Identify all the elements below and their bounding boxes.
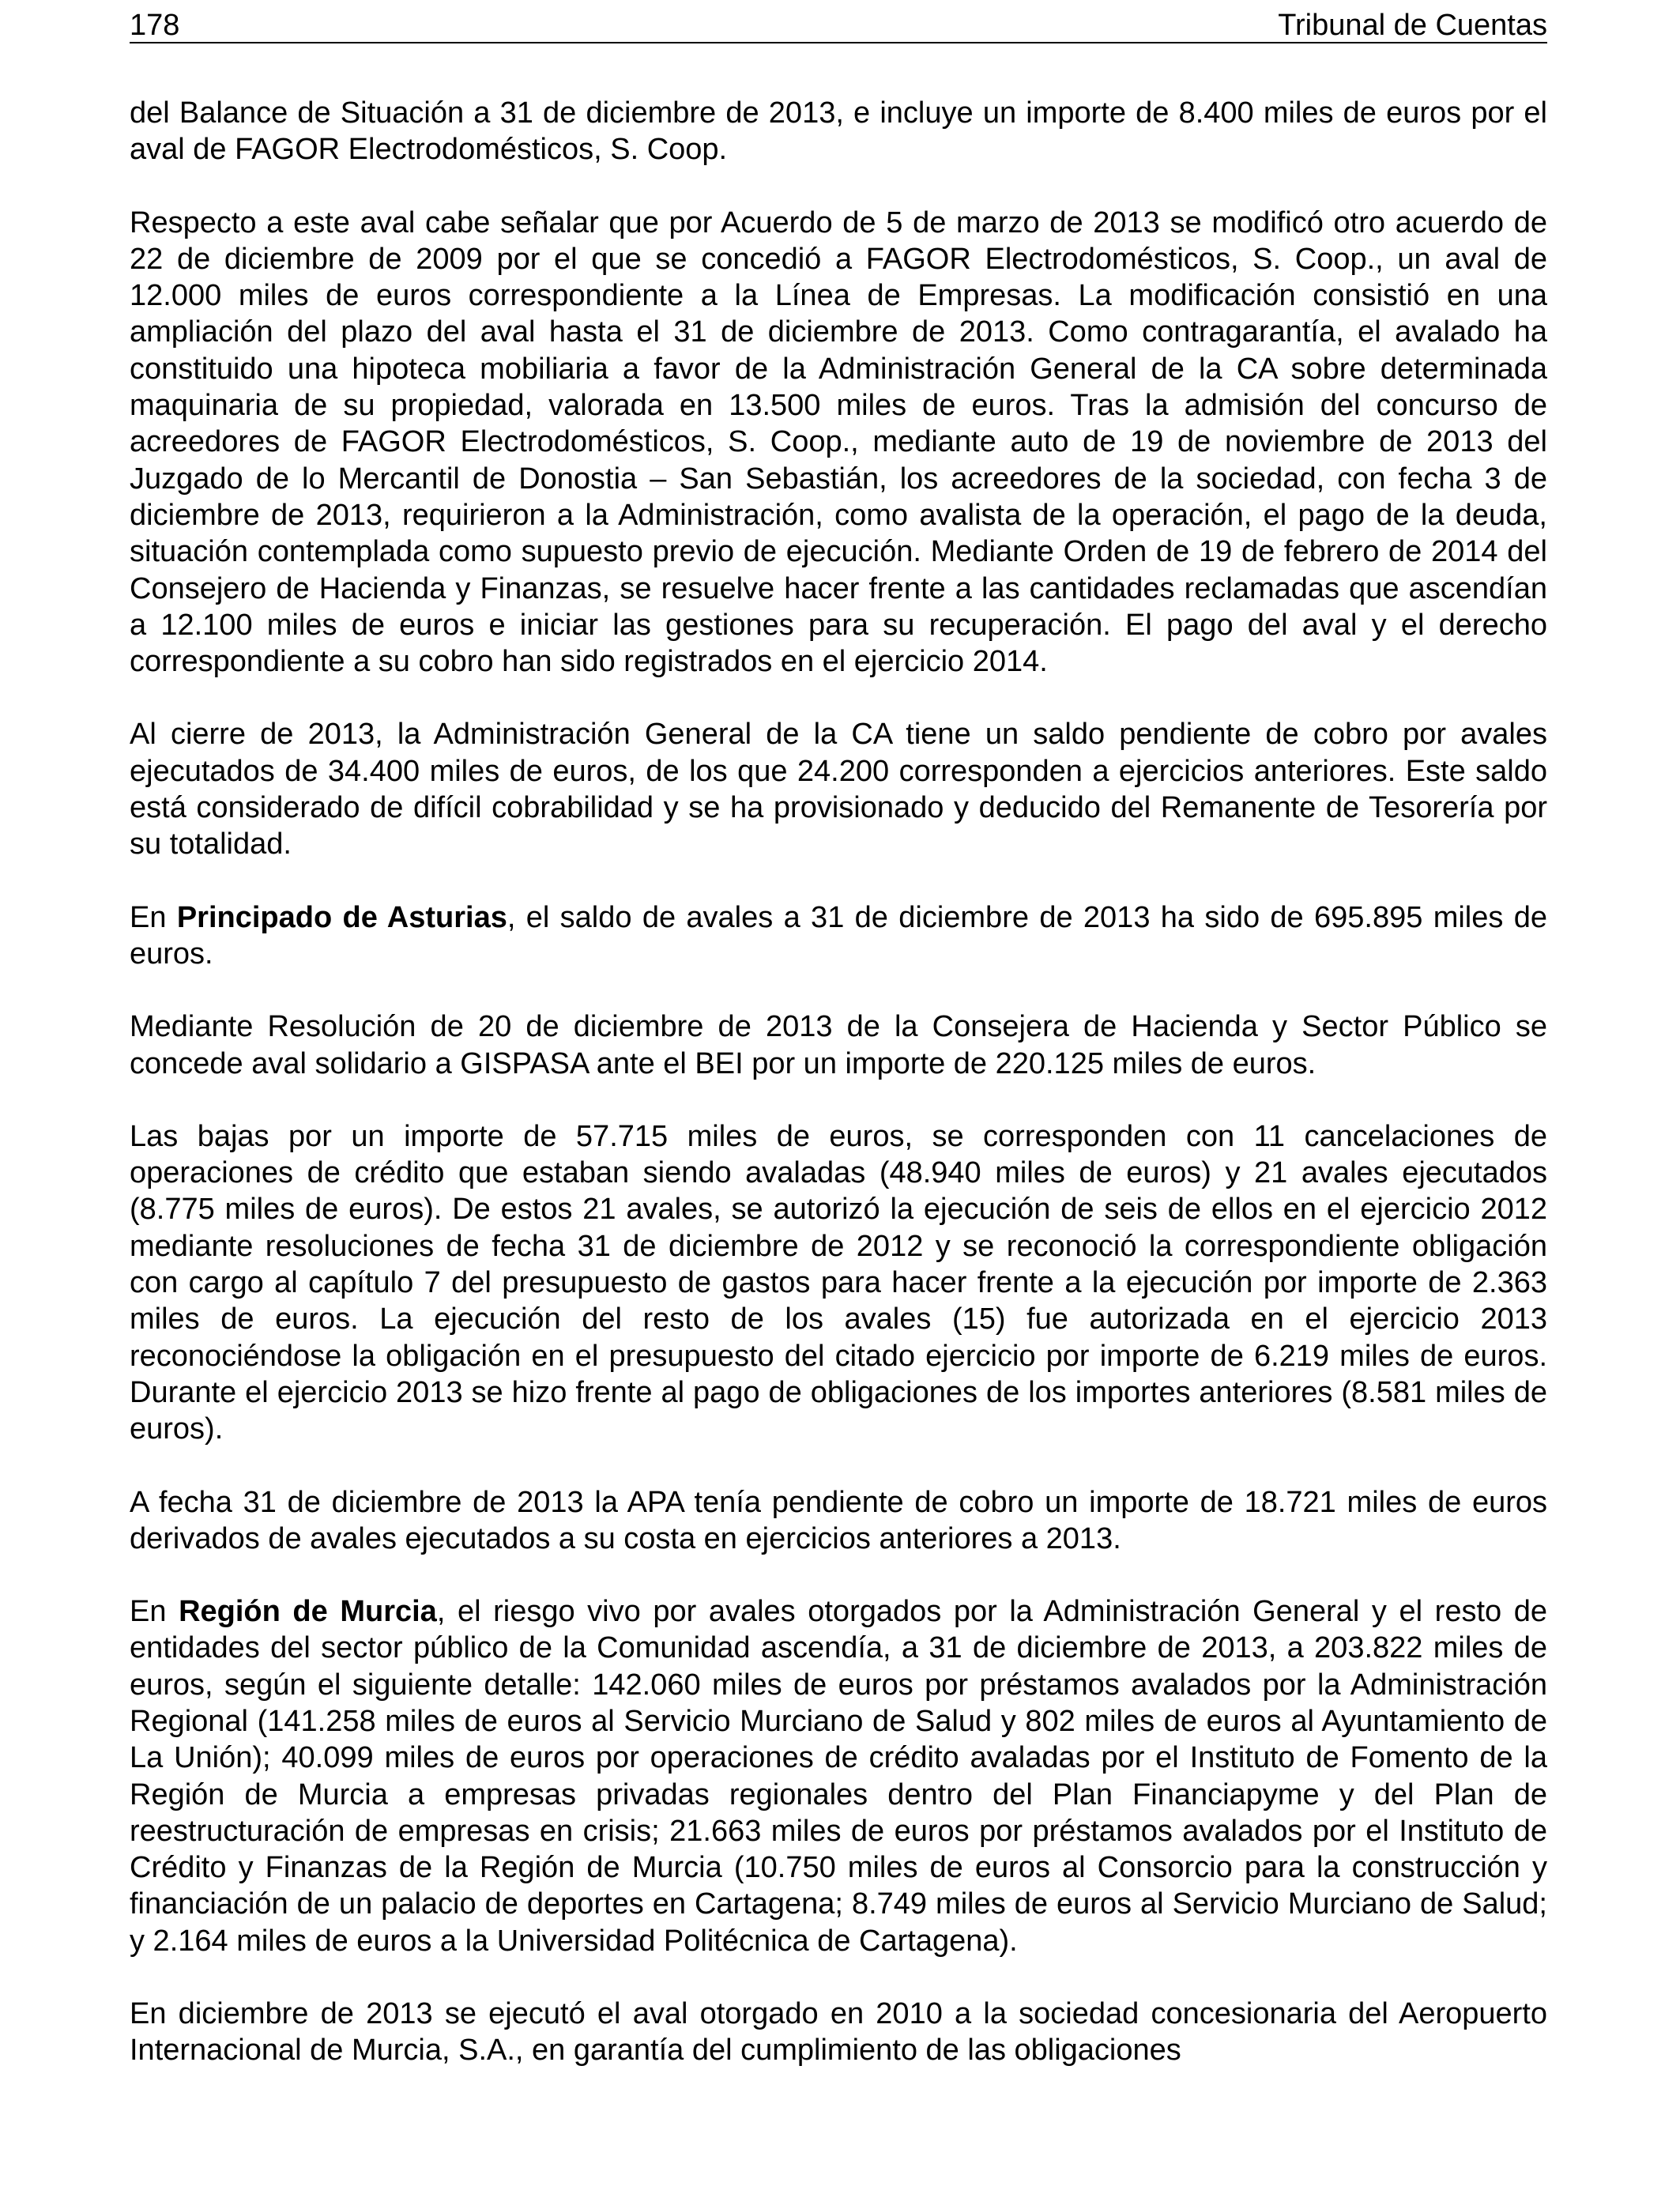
paragraph: Las bajas por un importe de 57.715 miles de euros, se corresponden con 11 cancelaciones de operaciones de crédito que estaban siendo avaladas (48.940 miles de euros) y 21 avales ejecutados (8.775 miles de euros). De estos 21 avales, se autorizó la ejecución de seis de ellos en el ejercicio 2012 mediante resoluciones de fecha 31 de diciembre de 2012 y se reconoció la correspondiente obligación con cargo al capítulo 7 del presupuesto de gastos para hacer frente a la ejecución por importe de 2.363 miles de euros. La ejecución del resto de los avales (15) fue autorizada en el ejercicio 2013 reconociéndose la obligación en el presupuesto del citado ejercicio por importe de 6.219 miles de euros. Durante el ejercicio 2013 se hizo frente al pago de obligaciones de los importes anteriores (8.581 miles de euros). — [130, 1119, 1547, 1446]
header-title: Tribunal de Cuentas — [1278, 9, 1547, 42]
paragraph: En Principado de Asturias, el saldo de avales a 31 de diciembre de 2013 ha sido de 695.895 miles de euros. — [130, 900, 1547, 971]
paragraph: A fecha 31 de diciembre de 2013 la APA tenía pendiente de cobro un importe de 18.721 miles de euros derivados de avales ejecutados a su costa en ejercicios anteriores a 2013. — [130, 1485, 1547, 1555]
paragraph: Al cierre de 2013, la Administración General de la CA tiene un saldo pendiente de cobro por avales ejecutados de 34.400 miles de euros, de los que 24.200 corresponden a ejercicios anteriores. Este saldo está considerado de difícil cobrabilidad y se ha provisionado y deducido del Remanente de Tesorería por su totalidad. — [130, 718, 1547, 861]
paragraph: En Región de Murcia, el riesgo vivo por avales otorgados por la Administración General y el resto de entidades del sector público de la Comunidad ascendía, a 31 de diciembre de 2013, a 203.822 miles de euros, según el siguiente detalle: 142.060 miles de euros por préstamos avalados por la Administración Regional (141.258 miles de euros al Servicio Murciano de Salud y 802 miles de euros al Ayuntamiento de La Unión); 40.099 miles de euros por operaciones de crédito avaladas por el Instituto de Fomento de la Región de Murcia a empresas privadas regionales dentro del Plan Financiapyme y del Plan de reestructuración de empresas en crisis; 21.663 miles de euros por préstamos avalados por el Instituto de Crédito y Finanzas de la Región de Murcia (10.750 miles de euros al Consorcio para la construcción y financiación de un palacio de deportes en Cartagena; 8.749 miles de euros al Servicio Murciano de Salud; y 2.164 miles de euros a la Universidad Politécnica de Cartagena). — [130, 1595, 1547, 1958]
region-name-asturias: Principado de Asturias — [176, 900, 507, 934]
body-text — [130, 95, 1547, 2069]
paragraph: Mediante Resolución de 20 de diciembre de 2013 de la Consejera de Hacienda y Sector Público se concede aval solidario a GISPASA ante el BEI por un importe de 220.125 miles de euros. — [130, 1010, 1547, 1080]
paragraph: del Balance de Situación a 31 de diciembre de 2013, e incluye un importe de 8.400 miles de euros por el aval de FAGOR Electrodomésticos, S. Coop. — [130, 96, 1547, 167]
page-number: 178 — [130, 9, 180, 42]
running-header — [130, 9, 1547, 43]
paragraph: Respecto a este aval cabe señalar que por Acuerdo de 5 de marzo de 2013 se modificó otro acuerdo de 22 de diciembre de 2009 por el que se concedió a FAGOR Electrodomésticos, S. Coop., un aval de 12.000 miles de euros correspondiente a la Línea de Empresas. La modificación consistió en una ampliación del plazo del aval hasta el 31 de diciembre de 2013. Como contragarantía, el avalado ha constituido una hipoteca mobiliaria a favor de la Administración General de la CA sobre determinada maquinaria de su propiedad, valorada en 13.500 miles de euros. Tras la admisión del concurso de acreedores de FAGOR Electrodomésticos, S. Coop., mediante auto de 19 de noviembre de 2013 del Juzgado de lo Mercantil de Donostia – San Sebastián, los acreedores de la sociedad, con fecha 3 de diciembre de 2013, requirieron a la Administración, como avalista de la operación, el pago de la deuda, situación contemplada como supuesto previo de ejecución. Mediante Orden de 19 de febrero de 2014 del Consejero de Hacienda y Finanzas, se resuelve hacer frente a las cantidades reclamadas que ascendían a 12.100 miles de euros e iniciar las gestiones para su recuperación. El pago del aval y el derecho correspondiente a su cobro han sido registrados en el ejercicio 2014. — [130, 205, 1547, 679]
paragraph: En diciembre de 2013 se ejecutó el aval otorgado en 2010 a la sociedad concesionaria del Aeropuerto Internacional de Murcia, S.A., en garantía del cumplimiento de las obligaciones — [130, 1997, 1547, 2068]
region-name-murcia: Región de Murcia — [179, 1595, 437, 1629]
